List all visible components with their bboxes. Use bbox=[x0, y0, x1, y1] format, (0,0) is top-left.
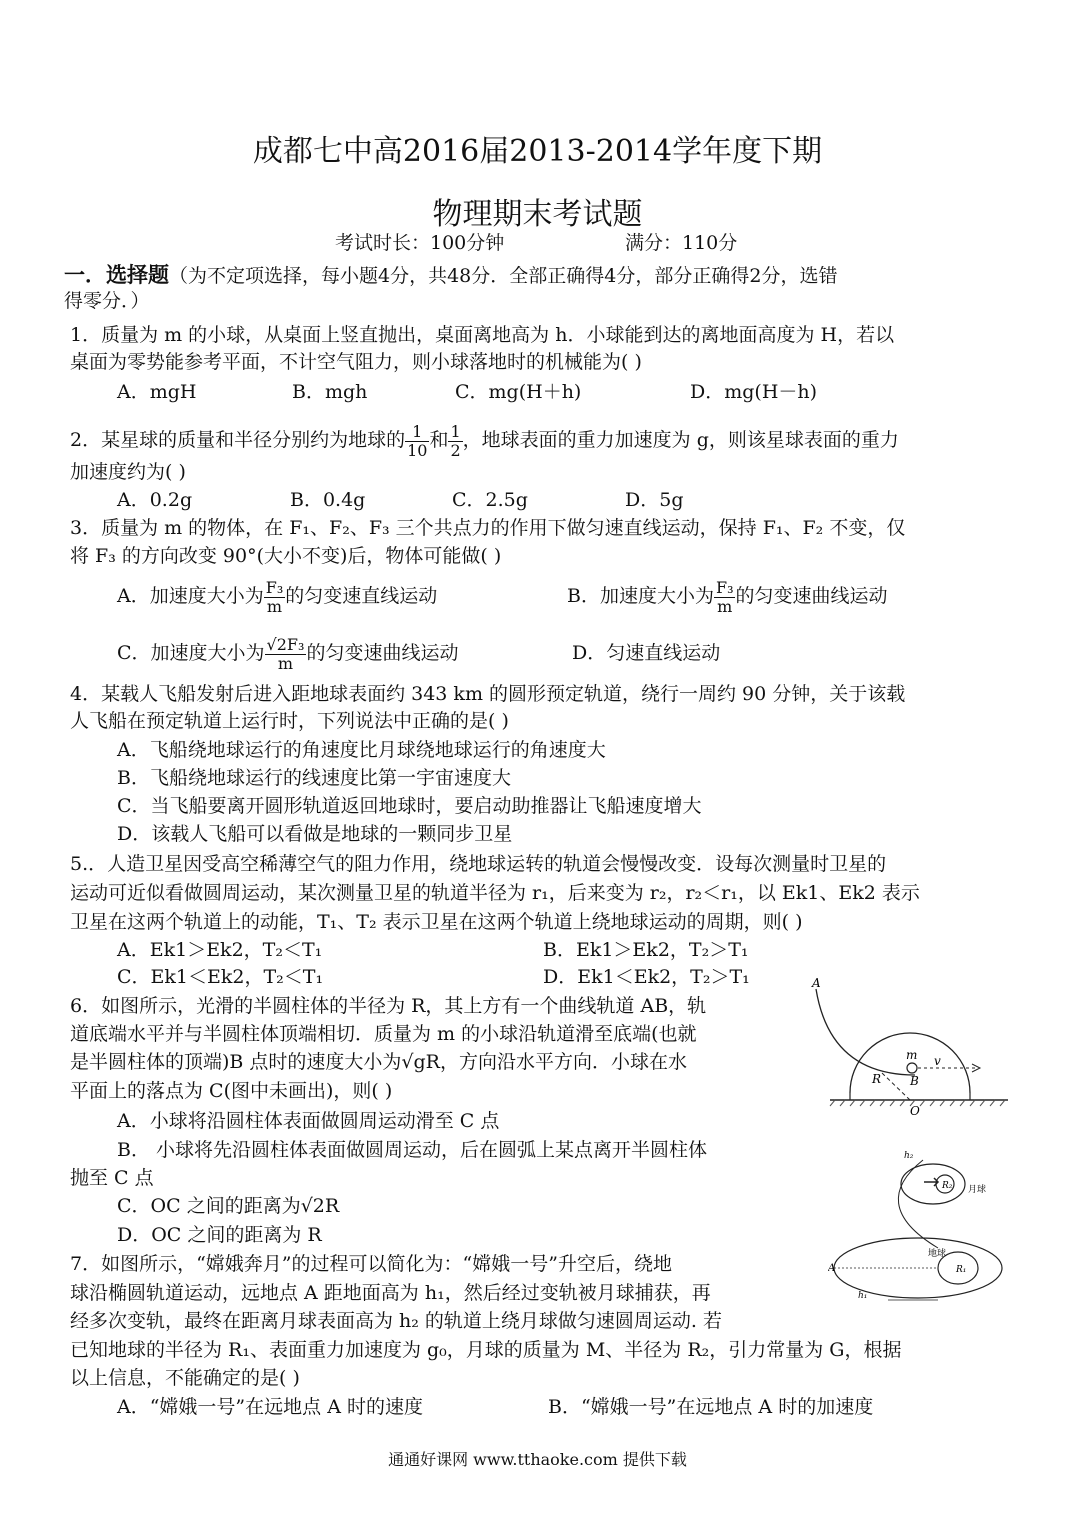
q2-option-a: A．0.2g bbox=[117, 489, 193, 511]
q2-f1-num: 1 bbox=[405, 423, 429, 442]
q3-b-den: m bbox=[717, 596, 733, 616]
q3-option-c bbox=[117, 630, 458, 676]
q3-a-den: m bbox=[266, 596, 283, 616]
q2-f2-den: 2 bbox=[450, 440, 461, 460]
q7-option-a: A．“嫦娥一号”在远地点 A 时的速度 bbox=[117, 1396, 423, 1418]
q1-option-d: D．mg(H－h) bbox=[690, 381, 818, 403]
section-heading bbox=[64, 262, 837, 289]
q3-option-d: D．匀速直线运动 bbox=[572, 642, 721, 664]
q6-line1: 6．如图所示，光滑的半圆柱体的半径为 R，其上方有一个曲线轨道 AB，轨 bbox=[70, 995, 707, 1017]
q7-line1: 7．如图所示，“嫦娥奔月”的过程可以简化为：“嫦娥一号”升空后，绕地 bbox=[70, 1253, 672, 1275]
q2-line1 bbox=[70, 420, 899, 460]
q4-option-d: D．该载人飞船可以看做是地球的一颗同步卫星 bbox=[117, 823, 513, 845]
q1-line2: 桌面为零势能参考平面，不计空气阻力，则小球落地时的机械能为( ) bbox=[70, 351, 642, 373]
label-v: v bbox=[934, 1054, 941, 1068]
q6-figure bbox=[810, 975, 1010, 1120]
label-earth: 地球 bbox=[928, 1249, 947, 1259]
title-line2: 物理期末考试题 bbox=[432, 197, 643, 232]
label-h2: h₂ bbox=[904, 1151, 914, 1161]
q7-line2: 球沿椭圆轨道运动，远地点 A 距地面高为 h₁，然后经过变轨被月球捕获，再 bbox=[70, 1282, 711, 1304]
label-moon: 月球 bbox=[968, 1185, 987, 1195]
q7-line4: 已知地球的半径为 R₁、表面重力加速度为 g₀，月球的质量为 M、半径为 R₂，引力常量为 G，根据 bbox=[70, 1339, 902, 1361]
q6-option-b-line1: B． 小球将先沿圆柱体表面做圆周运动，后在圆弧上某点离开半圆柱体 bbox=[117, 1139, 708, 1161]
q2-and: 和 bbox=[429, 429, 449, 451]
q3-option-a bbox=[117, 575, 437, 617]
title-line1: 成都七中高2016届2013-2014学年度下期 bbox=[252, 134, 823, 169]
q1-option-b: B．mgh bbox=[292, 381, 368, 403]
moon-arrow bbox=[924, 1178, 938, 1186]
q2-fraction-2 bbox=[448, 423, 462, 460]
q6-line2: 道底端水平并与半圆柱体顶端相切．质量为 m 的小球沿轨道滑至底端(也就 bbox=[70, 1023, 697, 1045]
q3-a-num: F₃ bbox=[265, 577, 284, 597]
q3-c-fraction bbox=[265, 636, 307, 673]
label-b: B bbox=[910, 1074, 919, 1088]
q3-line2: 将 F₃ 的方向改变 90°(大小不变)后，物体可能做( ) bbox=[70, 545, 502, 567]
footer: 通通好课网 www.tthaoke.com 提供下载 bbox=[388, 1450, 687, 1469]
q2-option-d: D．5g bbox=[625, 489, 684, 511]
label-r2: R₂ bbox=[942, 1181, 953, 1191]
q3-b-post: 的匀变速曲线运动 bbox=[735, 585, 888, 607]
q4-line1: 4．某载人飞船发射后进入距地球表面约 343 km 的圆形预定轨道，绕行一周约 90 分钟，关于该载 bbox=[70, 683, 906, 705]
q7-figure bbox=[828, 1148, 1003, 1308]
q6-line4: 平面上的落点为 C(图中未画出)，则( ) bbox=[70, 1080, 393, 1102]
q3-line1: 3．质量为 m 的物体，在 F₁、F₂、F₃ 三个共点力的作用下做匀速直线运动，保持 F₁、F₂ 不变，仅 bbox=[70, 517, 906, 539]
q6-line3: 是半圆柱体的顶端)B 点时的速度大小为√gR，方向沿水平方向．小球在水 bbox=[70, 1051, 687, 1073]
q3-a-pre: A．加速度大小为 bbox=[117, 585, 264, 607]
q3-option-b bbox=[567, 575, 888, 617]
section-note: （为不定项选择，每小题4分，共48分．全部正确得4分，部分正确得2分，选错 bbox=[169, 265, 838, 287]
q4-option-b: B．飞船绕地球运行的线速度比第一宇宙速度大 bbox=[117, 767, 511, 789]
q5-option-c: C．Ek1＜Ek2，T₂＜T₁ bbox=[117, 966, 324, 988]
q6-option-c: C．OC 之间的距离为√2R bbox=[117, 1195, 340, 1217]
q3-b-fraction bbox=[714, 579, 736, 616]
moon-orbit bbox=[901, 1164, 965, 1204]
q5-line2: 运动可近似看做圆周运动，某次测量卫星的轨道半径为 r₁，后来变为 r₂，r₂＜r₁，以 Ek1、Ek2 表示 bbox=[70, 882, 920, 904]
q2-prefix: 2．某星球的质量和半径分别约为地球的 bbox=[70, 429, 406, 451]
radius-line bbox=[882, 1073, 910, 1100]
q3-c-num: √2F₃ bbox=[266, 634, 305, 654]
exam-duration: 考试时长：100分钟 bbox=[335, 232, 505, 254]
q2-f1-den: 10 bbox=[407, 440, 428, 460]
q3-b-num: F₃ bbox=[715, 577, 734, 597]
q6-option-a: A．小球将沿圆柱体表面做圆周运动滑至 C 点 bbox=[117, 1110, 500, 1132]
label-o: O bbox=[910, 1104, 920, 1118]
label-r: R bbox=[872, 1072, 882, 1086]
q1-option-a: A．mgH bbox=[117, 381, 197, 403]
q3-c-post: 的匀变速曲线运动 bbox=[306, 642, 459, 664]
q1-option-c: C．mg(H＋h) bbox=[455, 381, 582, 403]
q3-a-fraction bbox=[264, 579, 286, 616]
q4-option-c: C．当飞船要离开圆形轨道返回地球时，要启动助推器让飞船速度增大 bbox=[117, 795, 702, 817]
q2-fraction-1 bbox=[405, 423, 429, 460]
q7-option-b: B．“嫦娥一号”在远地点 A 时的加速度 bbox=[548, 1396, 874, 1418]
label-a-point: A bbox=[828, 1263, 836, 1274]
exam-score: 满分：110分 bbox=[625, 232, 738, 254]
q2-f2-num: 1 bbox=[450, 421, 461, 441]
ball bbox=[907, 1063, 917, 1073]
q6-option-d: D．OC 之间的距离为 R bbox=[117, 1224, 322, 1246]
q4-option-a: A．飞船绕地球运行的角速度比月球绕地球运行的角速度大 bbox=[117, 739, 606, 761]
q1-line1: 1．质量为 m 的小球，从桌面上竖直抛出，桌面离地高为 h．小球能到达的离地面高度为 H，若以 bbox=[70, 324, 895, 346]
q5-line1: 5.．人造卫星因受高空稀薄空气的阻力作用，绕地球运转的轨道会慢慢改变．设每次测量时卫星的 bbox=[70, 853, 887, 875]
label-m: m bbox=[906, 1048, 918, 1062]
section-note-2: 得零分．） bbox=[64, 290, 150, 312]
q3-c-pre: C．加速度大小为 bbox=[117, 642, 265, 664]
q2-suffix: ，地球表面的重力加速度为 g，则该星球表面的重力 bbox=[462, 429, 899, 451]
q4-line2: 人飞船在预定轨道上运行时，下列说法中正确的是( ) bbox=[70, 710, 509, 732]
q2-option-c: C．2.5g bbox=[452, 489, 528, 511]
q5-line3: 卫星在这两个轨道上的动能，T₁、T₂ 表示卫星在这两个轨道上绕地球运动的周期，则( ) bbox=[70, 911, 803, 933]
label-r1: R₁ bbox=[956, 1265, 967, 1275]
label-h1: h₁ bbox=[858, 1291, 868, 1301]
q5-option-d: D．Ek1＜Ek2，T₂＞T₁ bbox=[543, 966, 750, 988]
section-title: 一．选择题 bbox=[64, 262, 169, 287]
q2-option-b: B．0.4g bbox=[290, 489, 366, 511]
q2-line2: 加速度约为( ) bbox=[70, 461, 186, 483]
q7-line5: 以上信息，不能确定的是( ) bbox=[70, 1367, 300, 1389]
q5-option-b: B．Ek1＞Ek2，T₂＞T₁ bbox=[543, 939, 749, 961]
q3-b-pre: B．加速度大小为 bbox=[567, 585, 714, 607]
q3-a-post: 的匀变速直线运动 bbox=[285, 585, 438, 607]
q7-line3: 经多次变轨，最终在距离月球表面高为 h₂ 的轨道上绕月球做匀速圆周运动. 若 bbox=[70, 1310, 723, 1332]
label-a: A bbox=[812, 976, 821, 990]
q3-c-den: m bbox=[277, 653, 294, 673]
q5-option-a: A．Ek1＞Ek2，T₂＜T₁ bbox=[117, 939, 323, 961]
q6-option-b-line2: 抛至 C 点 bbox=[70, 1167, 154, 1189]
curve-track-ab bbox=[816, 989, 918, 1075]
